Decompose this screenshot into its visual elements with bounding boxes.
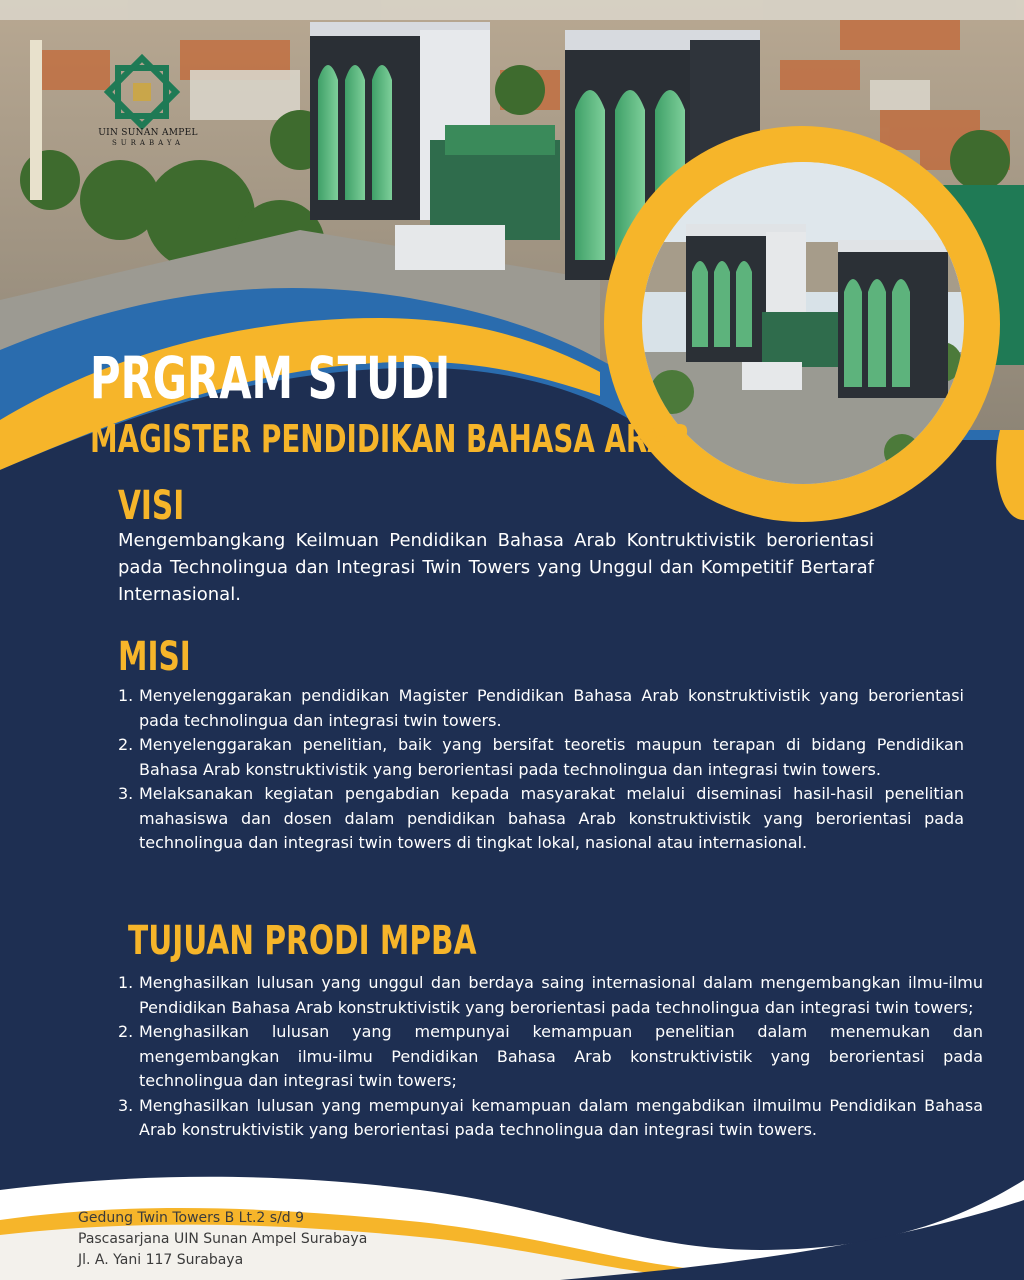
- misi-item-number: 2.: [118, 735, 134, 754]
- logo-city: SURABAYA: [111, 139, 185, 147]
- tujuan-list: [118, 971, 983, 1143]
- misi-item-text: Melaksanakan kegiatan pengabdian kepada masyarakat melalui diseminasi hasil-hasil penelitian mahasiswa dan dosen dalam pendidikan bahasa Arab konstruktivistik yang berorientasi pada technolingua dan integrasi twin towers di tingkat lokal, nasional atau internasional.: [139, 784, 964, 852]
- misi-item: [118, 782, 964, 856]
- page-title: PRGRAM STUDI: [90, 344, 451, 412]
- misi-heading: MISI: [118, 634, 191, 680]
- tujuan-heading: TUJUAN PRODI MPBA: [128, 918, 477, 964]
- tujuan-item-text: Menghasilkan lulusan yang unggul dan berdaya saing internasional dalam mengembangkan ilmu-ilmu Pendidikan Bahasa Arab konstruktivistik yang berorientasi pada technolingua dan integrasi twin towers;: [139, 973, 983, 1017]
- misi-item: [118, 684, 964, 733]
- misi-list: [118, 684, 964, 856]
- address-line-building: Gedung Twin Towers B Lt.2 s/d 9: [78, 1210, 305, 1226]
- tujuan-item-number: 1.: [118, 973, 134, 992]
- twin-towers-photo: [642, 162, 964, 484]
- tujuan-item: [118, 971, 983, 1020]
- misi-item-number: 3.: [118, 784, 134, 803]
- tujuan-item-text: Menghasilkan lulusan yang mempunyai kemampuan penelitian dalam menemukan dan mengembangkan ilmu-ilmu Pendidikan Bahasa Arab konstruktivistik yang berorientasi pada technolingua dan integrasi twin towers;: [139, 1022, 983, 1090]
- program-name: MAGISTER PENDIDIKAN BAHASA ARAB: [90, 417, 690, 461]
- tujuan-item: [118, 1094, 983, 1143]
- misi-item-text: Menyelenggarakan pendidikan Magister Pendidikan Bahasa Arab konstruktivistik yang berorientasi pada technolingua dan integrasi twin towers.: [139, 686, 964, 730]
- tujuan-item-number: 2.: [118, 1022, 134, 1041]
- misi-item: [118, 733, 964, 782]
- misi-item-number: 1.: [118, 686, 134, 705]
- address-footer: [78, 1208, 367, 1271]
- address-line-street: Jl. A. Yani 117 Surabaya: [78, 1252, 244, 1268]
- tujuan-item: [118, 1020, 983, 1094]
- tujuan-item-text: Menghasilkan lulusan yang mempunyai kemampuan dalam mengabdikan ilmuilmu Pendidikan Bahasa Arab konstruktivistik yang berorientasi pada technolingua dan integrasi twin towers.: [139, 1095, 983, 1139]
- tujuan-item-number: 3.: [118, 1095, 134, 1115]
- misi-item-text: Menyelenggarakan penelitian, baik yang bersifat teoretis maupun terapan di bidang Pendidikan Bahasa Arab konstruktivistik yang berorientasi pada technolingua dan integrasi twin towers.: [139, 735, 964, 779]
- visi-text: Mengembangkang Keilmuan Pendidikan Bahasa Arab Kontruktivistik berorientasi pada Technolingua dan Integrasi Twin Towers yang Unggul dan Kompetitif Bertaraf Internasional.: [118, 530, 874, 605]
- visi-heading: VISI: [118, 483, 185, 529]
- logo-name: UIN SUNAN AMPEL: [98, 128, 198, 138]
- address-line-institution: Pascasarjana UIN Sunan Ampel Surabaya: [78, 1231, 368, 1247]
